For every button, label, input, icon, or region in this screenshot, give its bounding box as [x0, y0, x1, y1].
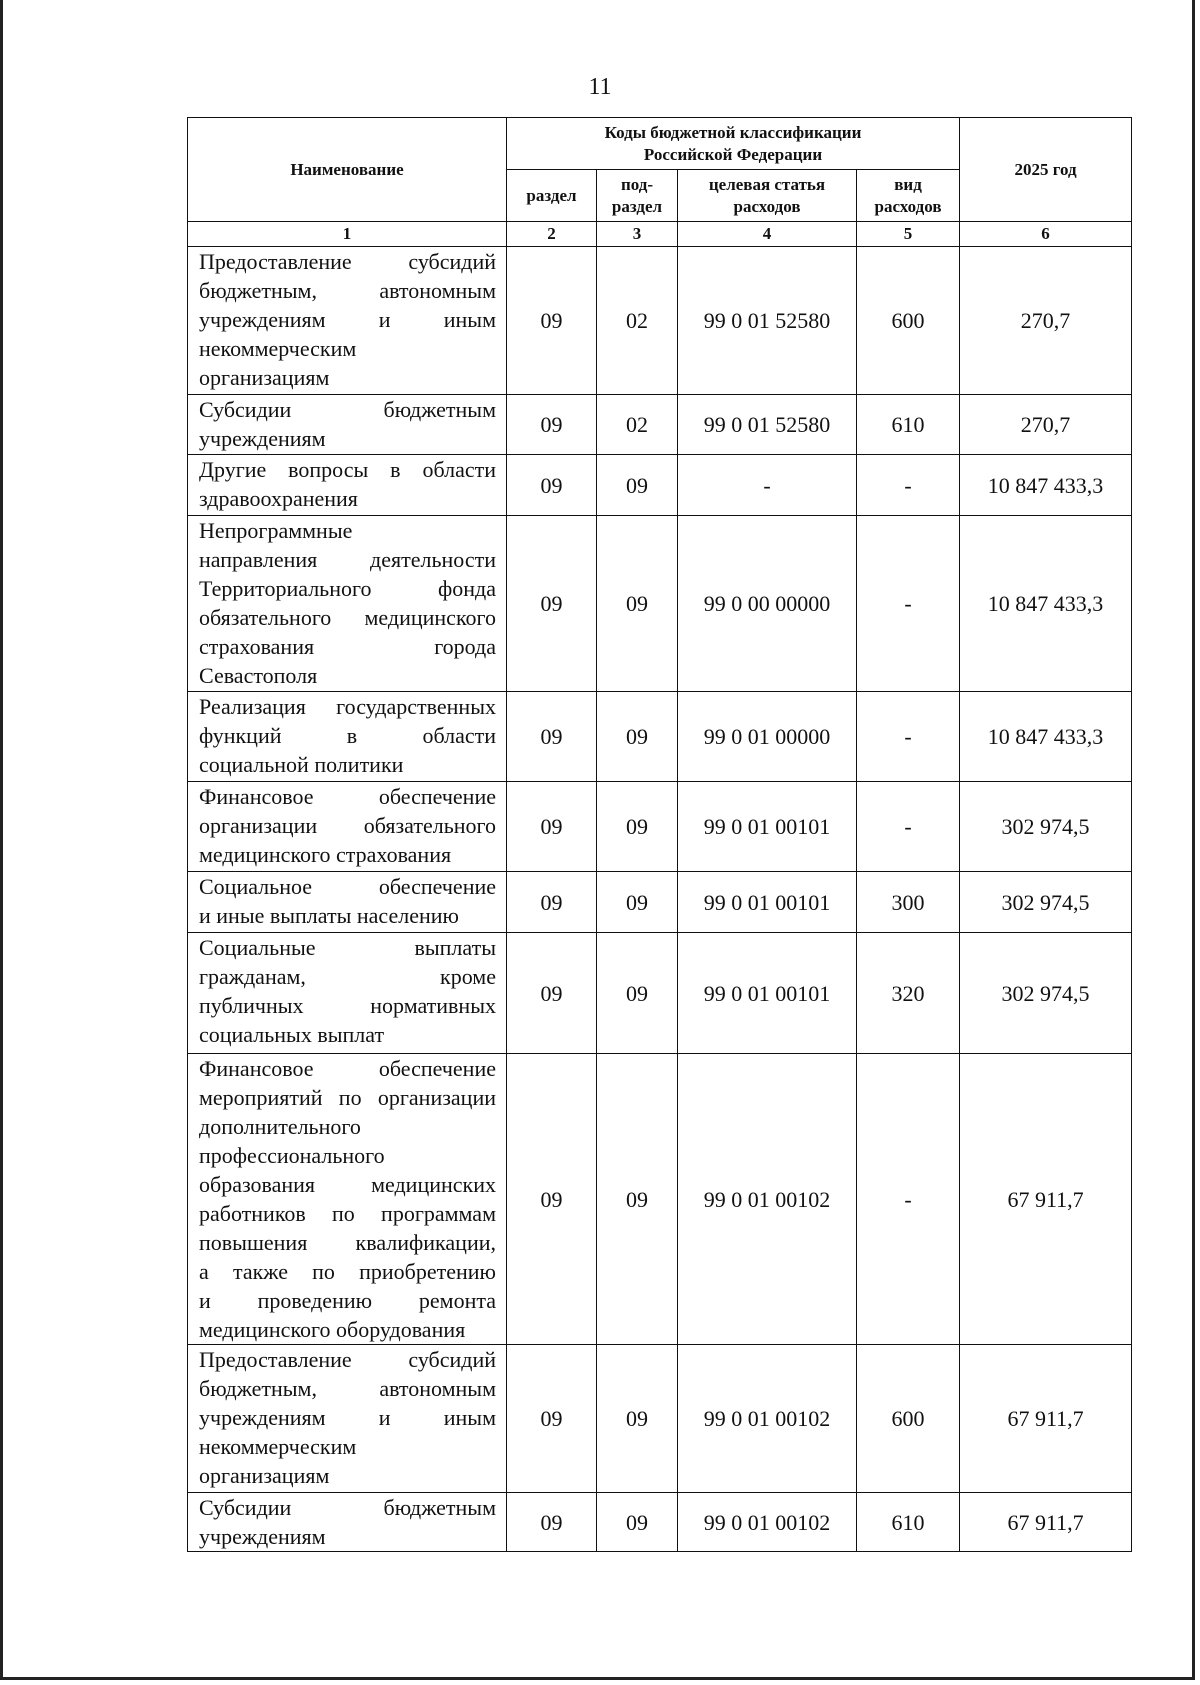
row-name-line: учреждениям и иным — [199, 1405, 496, 1430]
column-number: 4 — [678, 222, 857, 247]
row-expense-kind: 600 — [857, 247, 960, 395]
row-name-line: страхования города — [199, 634, 496, 659]
row-target-article: 99 0 01 00102 — [678, 1493, 857, 1552]
table-row — [188, 1493, 1132, 1552]
row-subsection: 02 — [597, 247, 678, 395]
table-row — [188, 247, 1132, 395]
row-name-line: организациям — [199, 1463, 330, 1488]
row-section: 09 — [507, 1345, 597, 1493]
row-amount: 10 847 433,3 — [960, 455, 1132, 516]
header-section: раздел — [507, 170, 597, 222]
row-name-line: обязательного медицинского — [199, 605, 496, 630]
row-expense-kind: 320 — [857, 933, 960, 1054]
row-target-article: 99 0 01 00102 — [678, 1345, 857, 1493]
row-subsection: 09 — [597, 692, 678, 782]
row-name — [188, 395, 507, 455]
row-target-article: 99 0 01 52580 — [678, 247, 857, 395]
header-subsection: под- раздел — [597, 170, 678, 222]
row-name-line: направления деятельности — [199, 547, 496, 572]
row-name-line: работников по программам — [199, 1201, 496, 1226]
row-subsection: 09 — [597, 1493, 678, 1552]
row-expense-kind: - — [857, 692, 960, 782]
table-row — [188, 1345, 1132, 1493]
row-name — [188, 782, 507, 872]
row-expense-kind: - — [857, 516, 960, 692]
row-section: 09 — [507, 395, 597, 455]
row-name-line: Предоставление субсидий — [199, 249, 496, 274]
table-row — [188, 692, 1132, 782]
column-number: 6 — [960, 222, 1132, 247]
row-section: 09 — [507, 1054, 597, 1345]
row-name-line: дополнительного — [199, 1114, 361, 1139]
column-number: 2 — [507, 222, 597, 247]
row-target-article: 99 0 01 00102 — [678, 1054, 857, 1345]
row-subsection: 09 — [597, 872, 678, 933]
row-amount: 67 911,7 — [960, 1345, 1132, 1493]
row-name-line: социальных выплат — [199, 1022, 385, 1047]
row-name-line: организации обязательного — [199, 813, 496, 838]
table-row — [188, 395, 1132, 455]
row-target-article: 99 0 01 00101 — [678, 933, 857, 1054]
table-row — [188, 516, 1132, 692]
row-target-article: 99 0 01 00000 — [678, 692, 857, 782]
column-number: 5 — [857, 222, 960, 247]
table-row — [188, 872, 1132, 933]
row-subsection: 09 — [597, 1054, 678, 1345]
row-expense-kind: - — [857, 1054, 960, 1345]
budget-table — [187, 117, 1132, 1552]
row-name — [188, 516, 507, 692]
row-name — [188, 1493, 507, 1552]
row-name-line: бюджетным, автономным — [199, 278, 496, 303]
row-section: 09 — [507, 692, 597, 782]
row-subsection: 09 — [597, 455, 678, 516]
row-section: 09 — [507, 872, 597, 933]
row-name-line: образования медицинских — [199, 1172, 496, 1197]
row-amount: 270,7 — [960, 395, 1132, 455]
row-expense-kind: 600 — [857, 1345, 960, 1493]
row-name-line: повышения квалификации, — [199, 1230, 496, 1255]
row-name-line: мероприятий по организации — [199, 1085, 496, 1110]
row-name-line: здравоохранения — [199, 486, 358, 511]
row-subsection: 09 — [597, 933, 678, 1054]
row-amount: 10 847 433,3 — [960, 692, 1132, 782]
row-section: 09 — [507, 455, 597, 516]
budget-table-body — [188, 247, 1132, 1552]
row-name-line: Непрограммные — [199, 518, 353, 543]
row-name — [188, 1345, 507, 1493]
row-subsection: 09 — [597, 516, 678, 692]
table-row — [188, 1054, 1132, 1345]
header-target-article: целевая статья расходов — [678, 170, 857, 222]
column-number: 3 — [597, 222, 678, 247]
row-name-line: и проведению ремонта — [199, 1288, 496, 1313]
row-name-line: Финансовое обеспечение — [199, 784, 496, 809]
table-row — [188, 782, 1132, 872]
row-amount: 302 974,5 — [960, 933, 1132, 1054]
row-name-line: гражданам, кроме — [199, 964, 496, 989]
row-name — [188, 247, 507, 395]
row-section: 09 — [507, 247, 597, 395]
row-name-line: Социальное обеспечение — [199, 874, 496, 899]
row-name-line: Социальные выплаты — [199, 935, 496, 960]
row-amount: 302 974,5 — [960, 872, 1132, 933]
row-name-line: Субсидии бюджетным — [199, 1495, 496, 1520]
row-name-line: организациям — [199, 365, 330, 390]
row-name-line: учреждениям и иным — [199, 307, 496, 332]
row-section: 09 — [507, 782, 597, 872]
row-name-line: и иные выплаты населению — [199, 903, 459, 928]
row-subsection: 02 — [597, 395, 678, 455]
row-amount: 302 974,5 — [960, 782, 1132, 872]
row-name — [188, 872, 507, 933]
row-name-line: Финансовое обеспечение — [199, 1056, 496, 1081]
row-name-line: Субсидии бюджетным — [199, 397, 496, 422]
row-section: 09 — [507, 1493, 597, 1552]
row-name — [188, 692, 507, 782]
row-expense-kind: 610 — [857, 395, 960, 455]
row-name-line: публичных нормативных — [199, 993, 496, 1018]
row-subsection: 09 — [597, 1345, 678, 1493]
header-name: Наименование — [188, 118, 507, 222]
row-amount: 270,7 — [960, 247, 1132, 395]
row-expense-kind: 300 — [857, 872, 960, 933]
row-target-article: - — [678, 455, 857, 516]
row-name-line: Севастополя — [199, 663, 318, 688]
page-number: 11 — [588, 74, 612, 100]
row-name-line: а также по приобретению — [199, 1259, 496, 1284]
row-section: 09 — [507, 933, 597, 1054]
row-target-article: 99 0 00 00000 — [678, 516, 857, 692]
row-amount: 10 847 433,3 — [960, 516, 1132, 692]
row-name-line: социальной политики — [199, 752, 404, 777]
row-target-article: 99 0 01 00101 — [678, 872, 857, 933]
row-name-line: Другие вопросы в области — [199, 457, 496, 482]
row-name-line: учреждениям — [199, 1524, 326, 1549]
row-subsection: 09 — [597, 782, 678, 872]
row-name-line: Территориального фонда — [199, 576, 496, 601]
column-number: 1 — [188, 222, 507, 247]
header-year: 2025 год — [960, 118, 1132, 222]
row-name-line: некоммерческим — [199, 336, 357, 361]
row-expense-kind: - — [857, 782, 960, 872]
row-amount: 67 911,7 — [960, 1054, 1132, 1345]
row-name-line: Реализация государственных — [199, 694, 496, 719]
row-name-line: учреждениям — [199, 426, 326, 451]
row-expense-kind: - — [857, 455, 960, 516]
row-name-line: бюджетным, автономным — [199, 1376, 496, 1401]
row-target-article: 99 0 01 00101 — [678, 782, 857, 872]
row-name-line: Предоставление субсидий — [199, 1347, 496, 1372]
row-name-line: медицинского оборудования — [199, 1317, 466, 1342]
row-name — [188, 1054, 507, 1345]
row-name-line: медицинского страхования — [199, 842, 452, 867]
table-row — [188, 933, 1132, 1054]
row-name — [188, 933, 507, 1054]
row-name-line: профессионального — [199, 1143, 385, 1168]
row-section: 09 — [507, 516, 597, 692]
header-codes-group: Коды бюджетной классификации Российской Федерации — [507, 118, 960, 170]
row-expense-kind: 610 — [857, 1493, 960, 1552]
row-name-line: функций в области — [199, 723, 496, 748]
row-name — [188, 455, 507, 516]
row-name-line: некоммерческим — [199, 1434, 357, 1459]
header-expense-kind: вид расходов — [857, 170, 960, 222]
table-row — [188, 455, 1132, 516]
row-amount: 67 911,7 — [960, 1493, 1132, 1552]
row-target-article: 99 0 01 52580 — [678, 395, 857, 455]
